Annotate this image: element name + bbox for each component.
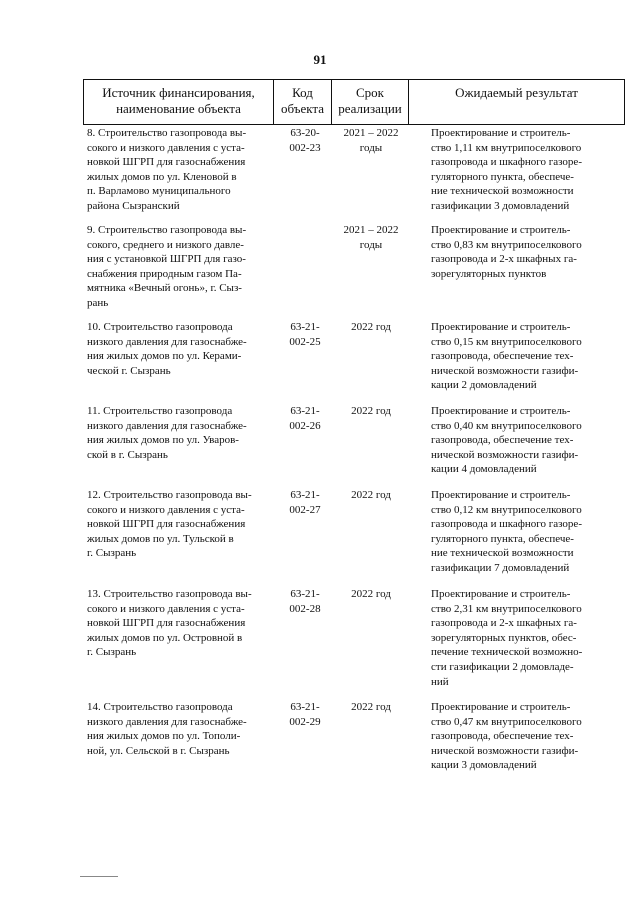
text-line: 10. Строительство газопровода — [87, 321, 233, 333]
text-line: гуляторного пункта, обеспече- — [431, 532, 574, 545]
header-source: Источник финансирования, наименование объекта — [84, 80, 274, 124]
text-line: Проектирование и строитель- — [431, 701, 571, 713]
object-name-cell — [87, 700, 277, 758]
text-line: годы — [359, 141, 383, 154]
term-cell — [333, 320, 409, 335]
result-cell — [431, 320, 631, 393]
table-header — [83, 79, 625, 125]
text-line: 2022 год — [351, 701, 391, 713]
text-line: 002-28 — [289, 602, 321, 615]
result-cell — [431, 404, 631, 477]
object-name-cell — [87, 223, 277, 311]
text-line: кации 2 домовладений — [431, 379, 537, 392]
text-line: 002-27 — [289, 503, 321, 516]
text-line: газопровода и 2-х шкафных га- — [431, 617, 577, 630]
term-cell — [333, 488, 409, 503]
text-line: Проектирование и строитель- — [431, 588, 571, 600]
text-line: низкого давления для газоснабже- — [87, 419, 247, 432]
text-line: газопровода и шкафного газоре- — [431, 156, 582, 169]
term-cell — [333, 126, 409, 155]
object-name-cell — [87, 320, 277, 378]
text-line: Проектирование и строитель- — [431, 127, 571, 139]
text-line: сокого и низкого давления с уста- — [87, 503, 245, 516]
text-line: 13. Строительство газопровода вы- — [87, 588, 252, 600]
text-line: газификации 7 домовладений — [431, 561, 570, 574]
text-line: сти газификации 2 домовладе- — [431, 660, 574, 673]
text-line: 002-25 — [289, 335, 321, 348]
text-line: мятника «Вечный огонь», г. Сыз- — [87, 282, 242, 295]
text-line: рань — [87, 296, 109, 309]
text-line: ния с установкой ШГРП для газо- — [87, 253, 246, 266]
text-line: сокого и низкого давления с уста- — [87, 602, 245, 615]
text-line: ской в г. Сызрань — [87, 448, 168, 461]
header-code: Код объекта — [274, 80, 332, 124]
text-line: ство 0,12 км внутрипоселкового — [431, 503, 582, 516]
text-line: Проектирование и строитель- — [431, 321, 571, 333]
text-line: газификации 3 домовладений — [431, 199, 570, 212]
text-line: новкой ШГРП для газоснабжения — [87, 518, 246, 531]
text-line: печение технической возможно- — [431, 646, 583, 659]
text-line: сокого, среднего и низкого давле- — [87, 238, 244, 251]
text-line: 2021 – 2022 — [343, 127, 399, 139]
text-line: зорегуляторных пунктов, обес- — [431, 631, 577, 644]
text-line: ния жилых домов по ул. Уваров- — [87, 434, 239, 447]
text-line: нической возможности газифи- — [431, 448, 579, 461]
text-line: 2021 – 2022 — [343, 224, 399, 236]
text-line: Проектирование и строитель- — [431, 224, 571, 236]
object-name-cell — [87, 587, 277, 660]
text-line: 2022 год — [351, 588, 391, 600]
text-line: ство 1,11 км внутрипоселкового — [431, 141, 582, 154]
text-line: 14. Строительство газопровода — [87, 701, 233, 713]
text-line: 2022 год — [351, 405, 391, 417]
text-line: г. Сызрань — [87, 646, 137, 659]
text-line: 63-21- — [290, 701, 320, 713]
text-line: ния жилых домов по ул. Керами- — [87, 350, 242, 363]
page-number: 91 — [313, 52, 327, 67]
text-line: Проектирование и строитель- — [431, 489, 571, 501]
text-line: нической возможности газифи- — [431, 364, 579, 377]
result-cell — [431, 700, 631, 773]
text-line: ство 0,47 км внутрипоселкового — [431, 715, 582, 728]
result-cell — [431, 488, 631, 576]
text-line: новкой ШГРП для газоснабжения — [87, 617, 246, 630]
text-line: ство 2,31 км внутрипоселкового — [431, 602, 582, 615]
result-cell — [431, 223, 631, 281]
text-line: ческой г. Сызрань — [87, 364, 171, 377]
text-line: 002-23 — [289, 141, 321, 154]
text-line: гуляторного пункта, обеспече- — [431, 170, 574, 183]
text-line: 63-21- — [290, 489, 320, 501]
text-line: п. Варламово муниципального — [87, 185, 231, 198]
object-code-cell — [277, 126, 333, 155]
term-cell — [333, 700, 409, 715]
text-line: 12. Строительство газопровода вы- — [87, 489, 252, 501]
object-code-cell — [277, 320, 333, 349]
text-line: Проектирование и строитель- — [431, 405, 571, 417]
object-name-cell — [87, 404, 277, 462]
footer-rule — [80, 876, 118, 877]
text-line: новкой ШГРП для газоснабжения — [87, 156, 246, 169]
text-line: ной, ул. Сельской в г. Сызрань — [87, 744, 230, 757]
header-term: Срок реализации — [332, 80, 409, 124]
text-line: ния жилых домов по ул. Тополи- — [87, 730, 241, 743]
text-line: годы — [359, 238, 383, 251]
header-result: Ожидаемый результат — [455, 85, 578, 100]
text-line: г. Сызрань — [87, 547, 137, 560]
investment-table — [83, 79, 625, 772]
text-line: ство 0,15 км внутрипоселкового — [431, 335, 582, 348]
text-line: 002-26 — [289, 419, 321, 432]
text-line: зорегуляторных пунктов — [431, 267, 547, 280]
text-line: сокого и низкого давления с уста- — [87, 141, 245, 154]
text-line: 8. Строительство газопровода вы- — [87, 127, 247, 139]
text-line: 63-20- — [290, 127, 320, 139]
text-line: жилых домов по ул. Островной в — [87, 631, 243, 644]
text-line: 63-21- — [290, 321, 320, 333]
text-line: низкого давления для газоснабже- — [87, 715, 247, 728]
object-name-cell — [87, 488, 277, 561]
text-line: 9. Строительство газопровода вы- — [87, 224, 247, 236]
object-code-cell — [277, 587, 333, 616]
term-cell — [333, 223, 409, 252]
text-line: низкого давления для газоснабже- — [87, 335, 247, 348]
object-code-cell — [277, 700, 333, 729]
object-code-cell — [277, 488, 333, 517]
term-cell — [333, 404, 409, 419]
term-cell — [333, 587, 409, 602]
text-line: кации 3 домовладений — [431, 759, 537, 772]
text-line: района Сызранский — [87, 199, 180, 212]
object-name-cell — [87, 126, 277, 214]
text-line: 63-21- — [290, 405, 320, 417]
text-line: ние технической возможности — [431, 547, 574, 560]
text-line: газопровода, обеспечение тех- — [431, 434, 574, 447]
text-line: газопровода, обеспечение тех- — [431, 730, 574, 743]
text-line: жилых домов по ул. Тульской в — [87, 532, 234, 545]
text-line: газопровода и шкафного газоре- — [431, 518, 582, 531]
text-line: газопровода и 2-х шкафных га- — [431, 253, 577, 266]
text-line: 2022 год — [351, 321, 391, 333]
text-line: газопровода, обеспечение тех- — [431, 350, 574, 363]
text-line: 63-21- — [290, 588, 320, 600]
text-line: 11. Строительство газопровода — [87, 405, 233, 417]
text-line: 2022 год — [351, 489, 391, 501]
text-line: ство 0,83 км внутрипоселкового — [431, 238, 582, 251]
object-code-cell — [277, 404, 333, 433]
text-line: жилых домов по ул. Кленовой в — [87, 170, 237, 183]
result-cell — [431, 126, 631, 214]
result-cell — [431, 587, 631, 689]
text-line: кации 4 домовладений — [431, 463, 537, 476]
text-line: ний — [431, 675, 449, 688]
text-line: нической возможности газифи- — [431, 744, 579, 757]
text-line: снабжения природным газом Па- — [87, 267, 242, 280]
text-line: 002-29 — [289, 715, 321, 728]
text-line: ство 0,40 км внутрипоселкового — [431, 419, 582, 432]
text-line: ние технической возможности — [431, 185, 574, 198]
